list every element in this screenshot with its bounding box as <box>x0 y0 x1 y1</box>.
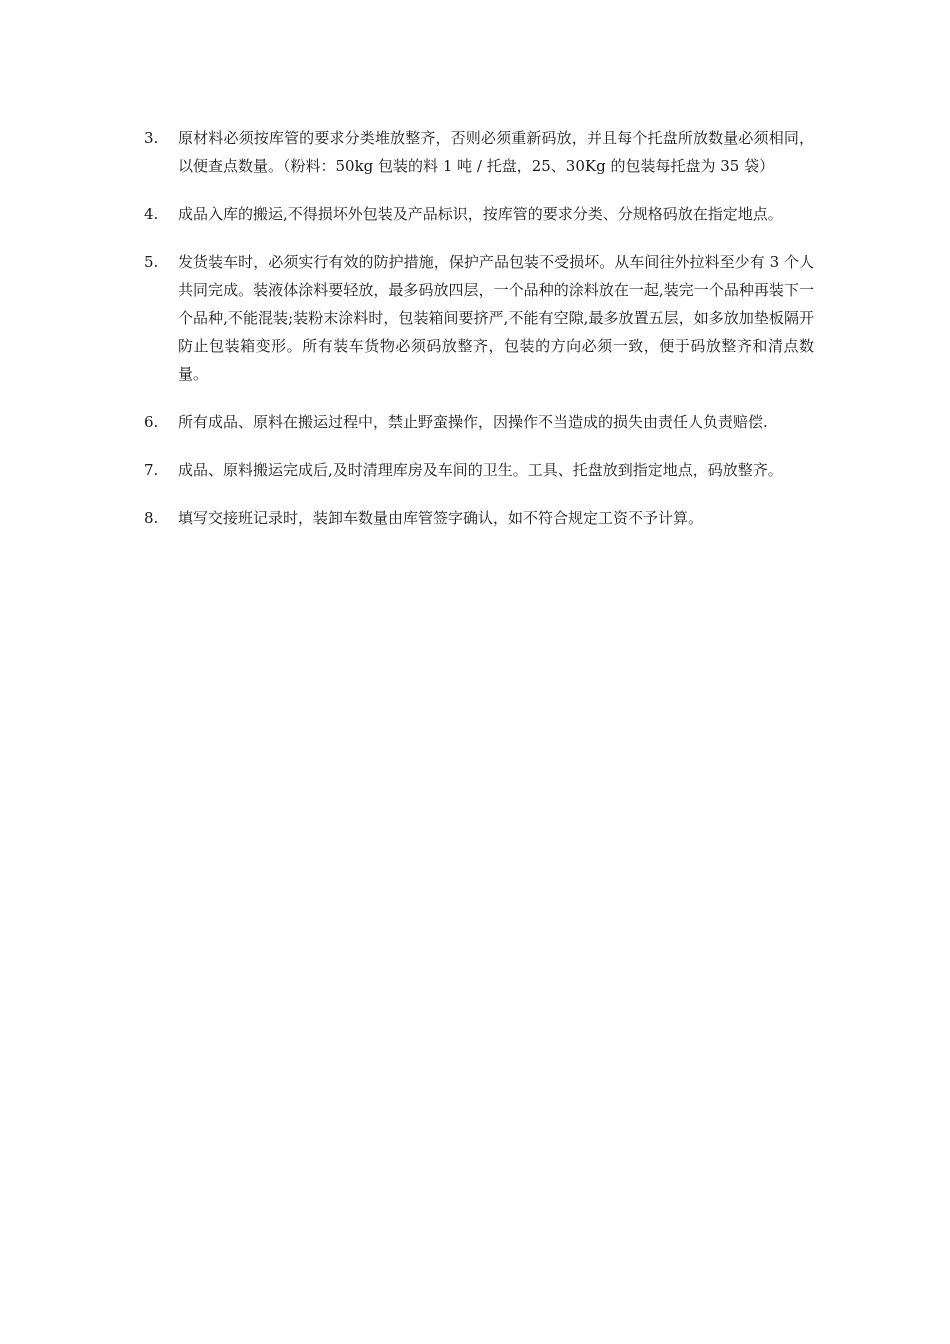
item-text: 原材料必须按库管的要求分类堆放整齐，否则必须重新码放，并且每个托盘所放数量必须相同，以便查点数量。（粉料：50kg 包装的料 1 吨 / 托盘，25、30Kg 的包装每托盘为 35 袋） <box>178 129 814 175</box>
list-item <box>144 504 814 532</box>
item-text: 成品入库的搬运,不得损坏外包装及产品标识，按库管的要求分类、分规格码放在指定地点。 <box>178 205 783 223</box>
item-number: 8. <box>144 509 159 527</box>
rules-list <box>144 124 814 552</box>
item-number: 6. <box>144 413 159 431</box>
list-item <box>144 248 814 388</box>
item-text: 发货装车时，必须实行有效的防护措施，保护产品包装不受损坏。从车间往外拉料至少有 3 个人共同完成。装液体涂料要轻放，最多码放四层，一个品种的涂料放在一起,装完一个品种再装下一个品种,不能混装;装粉末涂料时，包装箱间要挤严,不能有空隙,最多放置五层，如多放加垫板隔开防止包装箱变形。所有装车货物必须码放整齐，包装的方向必须一致，便于码放整齐和清点数量。 <box>178 253 814 383</box>
list-item <box>144 200 814 228</box>
item-text: 成品、原料搬运完成后,及时清理库房及车间的卫生。工具、托盘放到指定地点，码放整齐。 <box>178 461 783 479</box>
item-number: 4. <box>144 205 159 223</box>
item-number: 3. <box>144 129 159 147</box>
list-item <box>144 408 814 436</box>
list-item <box>144 456 814 484</box>
item-text: 填写交接班记录时，装卸车数量由库管签字确认，如不符合规定工资不予计算。 <box>178 509 704 527</box>
list-item <box>144 124 814 180</box>
item-number: 5. <box>144 253 159 271</box>
item-number: 7. <box>144 461 159 479</box>
item-text: 所有成品、原料在搬运过程中，禁止野蛮操作，因操作不当造成的损失由责任人负责赔偿. <box>178 413 768 431</box>
